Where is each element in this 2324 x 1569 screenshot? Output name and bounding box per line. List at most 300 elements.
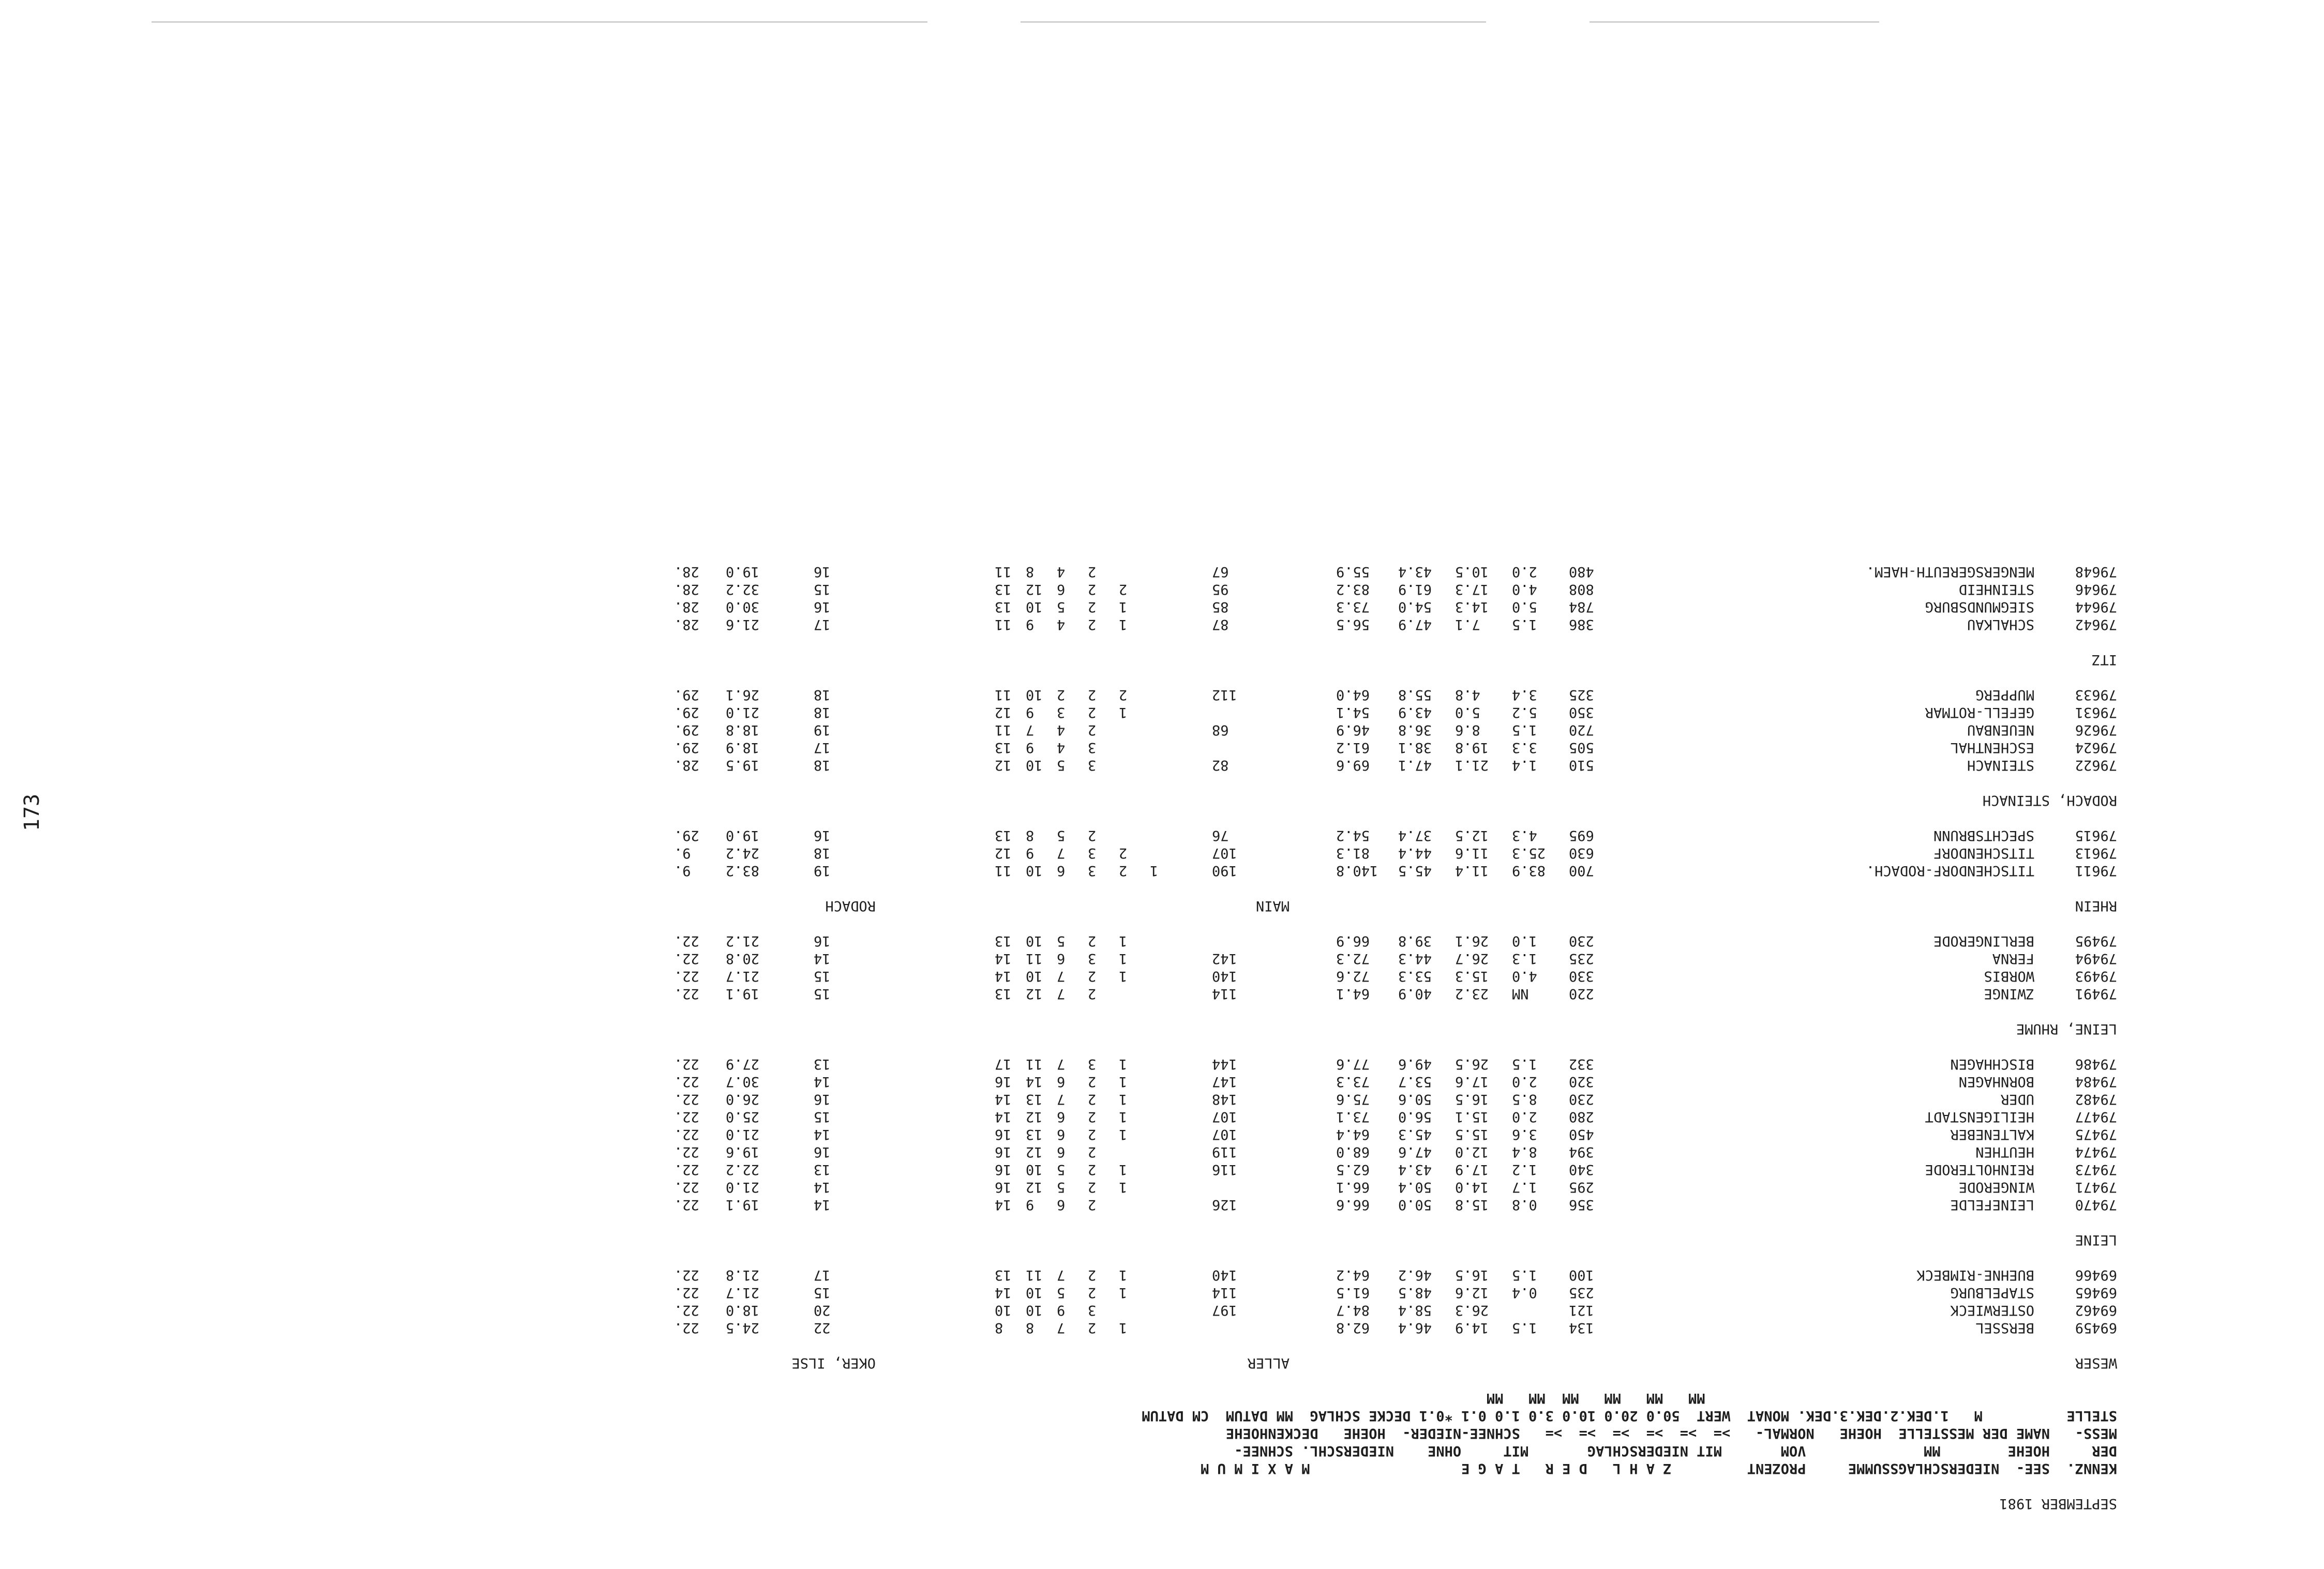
cell-g20	[1119, 738, 1150, 756]
cell-n	[1212, 1319, 1305, 1336]
cell-cd	[622, 615, 674, 633]
cell-cm: 22.	[674, 1197, 699, 1213]
cell-g3: 9	[1057, 1302, 1066, 1318]
cell-g10: 3	[1088, 845, 1097, 861]
cell-id: 79494	[2075, 951, 2117, 967]
cell-n: 114	[1212, 986, 1237, 1002]
cell-id: 79624	[2075, 740, 2117, 756]
cell-d1: 4.0	[1512, 968, 1537, 984]
cell-sd	[933, 1160, 964, 1178]
cell-g10: 2	[1088, 1197, 1097, 1213]
cell-id: 79484	[2075, 1074, 2117, 1090]
cell-d2: 7.1	[1455, 616, 1480, 632]
cell-mm: 17	[814, 740, 831, 756]
cell-g1: 10	[1026, 687, 1043, 703]
table-row	[203, 580, 2117, 598]
page-header: SEPTEMBER 1981	[1999, 1496, 2117, 1512]
cell-g20: 1	[1119, 1320, 1128, 1336]
cell-g01: 11	[995, 564, 1012, 580]
cell-g3: 4	[1057, 564, 1066, 580]
cell-g3: 5	[1057, 827, 1066, 843]
cell-d2: 17.6	[1455, 1074, 1489, 1090]
cell-n: 112	[1212, 687, 1237, 703]
cell-m: 73.3	[1336, 1074, 1370, 1090]
cell-s01	[964, 615, 995, 633]
cell-d3: 53.3	[1398, 968, 1432, 984]
cell-md: 21.2	[726, 933, 760, 949]
cell-g1: 10	[1026, 757, 1043, 773]
table-row	[203, 826, 2117, 844]
cell-m: 56.5	[1336, 616, 1370, 632]
cell-d1: 3.6	[1512, 1126, 1537, 1142]
cell-g3: 7	[1057, 1320, 1066, 1336]
cell-h: 720	[1569, 722, 1594, 738]
cell-mm: 13	[814, 1056, 831, 1072]
cell-s01	[964, 1301, 995, 1319]
cell-cd	[622, 1073, 674, 1090]
cell-name: BERLINGERODE	[1933, 933, 2034, 949]
cell-sd	[933, 1055, 964, 1073]
cell-id: 69466	[2075, 1267, 2117, 1283]
cell-mm: 15	[814, 581, 831, 597]
cell-s01	[964, 1319, 995, 1336]
table-row	[203, 844, 2117, 862]
cell-g01: 13	[995, 1267, 1012, 1283]
cell-sd	[933, 1196, 964, 1213]
cell-d3: 45.3	[1398, 1126, 1432, 1142]
cell-d2: 16.5	[1455, 1267, 1489, 1283]
cell-d2: 26.1	[1455, 933, 1489, 949]
cell-name: UDER	[2000, 1091, 2034, 1107]
cell-mm: 16	[814, 564, 831, 580]
cell-name: STAPELBURG	[1950, 1285, 2034, 1301]
cell-cd	[622, 563, 674, 580]
cell-m: 46.9	[1336, 722, 1370, 738]
cell-md: 26.0	[726, 1091, 760, 1107]
cell-h: 134	[1569, 1320, 1594, 1336]
cell-g10: 3	[1088, 1302, 1097, 1318]
cell-g01: 13	[995, 933, 1012, 949]
cell-g10: 2	[1088, 616, 1097, 632]
cell-d2: 17.3	[1455, 581, 1489, 597]
cell-d2: 14.3	[1455, 599, 1489, 615]
cell-d1: 2.0	[1512, 564, 1537, 580]
cell-g1: 13	[1026, 1126, 1043, 1142]
cell-h: 100	[1569, 1267, 1594, 1283]
cell-cm: 22.	[674, 968, 699, 984]
cell-g20	[1119, 756, 1150, 774]
cell-md: 30.7	[726, 1074, 760, 1090]
cell-d2: 12.0	[1455, 1144, 1489, 1160]
cell-sd	[933, 615, 964, 633]
cell-s01	[964, 985, 995, 1002]
cell-sd	[933, 1125, 964, 1143]
table-row	[203, 967, 2117, 985]
cell-d1: 1.0	[1512, 933, 1537, 949]
cell-d2: 11.6	[1455, 845, 1489, 861]
cell-mm: 15	[814, 1109, 831, 1125]
cell-name: SIEGMUNDSBURG	[1925, 599, 2034, 615]
cell-g1: 12	[1026, 581, 1043, 597]
cell-n: 95	[1212, 581, 1229, 597]
cell-d2: 11.4	[1455, 863, 1489, 879]
cell-d2: 12.5	[1455, 827, 1489, 843]
cell-md: 20.8	[726, 951, 760, 967]
section-label-line	[203, 791, 2117, 809]
cell-mm: 18	[814, 757, 831, 773]
cell-sd	[933, 1178, 964, 1196]
cell-d3: 44.3	[1398, 951, 1432, 967]
cell-s01	[964, 1125, 995, 1143]
cell-g1: 14	[1026, 1074, 1043, 1090]
cell-g20: 1	[1119, 951, 1128, 967]
cell-g01: 11	[995, 616, 1012, 632]
cell-g01: 12	[995, 757, 1012, 773]
table-row	[203, 1196, 2117, 1213]
cell-cm: 22.	[674, 951, 699, 967]
cell-cd	[622, 862, 674, 879]
cell-md: 22.2	[726, 1161, 760, 1178]
cell-id: 79611	[2075, 863, 2117, 879]
cell-g10: 2	[1088, 1179, 1097, 1195]
cell-md: 21.0	[726, 704, 760, 720]
cell-md: 26.1	[726, 687, 760, 703]
cell-g50	[1150, 1160, 1181, 1178]
section-label: RODACH	[825, 898, 876, 914]
table-row	[203, 985, 2117, 1002]
cell-d1: 8.5	[1512, 1091, 1537, 1107]
table-row	[203, 1055, 2117, 1073]
cell-d3: 47.6	[1398, 1144, 1432, 1160]
bottom-rule	[1590, 21, 1879, 23]
cell-g01: 16	[995, 1161, 1012, 1178]
cell-s01	[964, 967, 995, 985]
cell-d1: 1.3	[1512, 951, 1537, 967]
cell-name: ZWINGE	[1984, 986, 2034, 1002]
cell-g01: 12	[995, 845, 1012, 861]
cell-g10: 2	[1088, 704, 1097, 720]
cell-id: 79493	[2075, 968, 2117, 984]
cell-mm: 17	[814, 1267, 831, 1283]
cell-g1: 12	[1026, 1144, 1043, 1160]
cell-sd	[933, 1143, 964, 1160]
cell-g3: 7	[1057, 1267, 1066, 1283]
table-row	[203, 738, 2117, 756]
cell-cm: 29.	[674, 704, 699, 720]
cell-s01	[964, 686, 995, 703]
cell-d3: 50.4	[1398, 1179, 1432, 1195]
cell-g1: 10	[1026, 968, 1043, 984]
cell-g20	[1119, 563, 1150, 580]
cell-md: 19.5	[726, 757, 760, 773]
cell-g50	[1150, 615, 1181, 633]
cell-g1: 10	[1026, 1302, 1043, 1318]
cell-g1: 7	[1026, 722, 1034, 738]
cell-sd	[933, 932, 964, 949]
cell-m: 64.1	[1336, 986, 1370, 1002]
cell-g01: 14	[995, 951, 1012, 967]
cell-id: 79622	[2075, 757, 2117, 773]
cell-s01	[964, 1090, 995, 1108]
cell-g50	[1150, 1178, 1181, 1196]
cell-g3: 5	[1057, 757, 1066, 773]
cell-d3: 54.0	[1398, 599, 1432, 615]
cell-id: 79491	[2075, 986, 2117, 1002]
cell-sd	[933, 1073, 964, 1090]
cell-m: 83.2	[1336, 581, 1370, 597]
cell-cm: 22.	[674, 1285, 699, 1301]
bottom-rule	[152, 21, 927, 23]
table-row	[203, 598, 2117, 615]
cell-g3: 4	[1057, 740, 1066, 756]
cell-g20	[1119, 1301, 1150, 1319]
cell-g1: 11	[1026, 951, 1043, 967]
cell-s01	[964, 580, 995, 598]
cell-s01	[964, 738, 995, 756]
cell-h: 230	[1569, 1091, 1594, 1107]
cell-g1: 10	[1026, 933, 1043, 949]
cell-g3: 2	[1057, 687, 1066, 703]
cell-d1: 4.3	[1512, 827, 1537, 843]
cell-g01: 11	[995, 863, 1012, 879]
cell-s01	[964, 1160, 995, 1178]
cell-g20: 1	[1119, 1285, 1128, 1301]
cell-cd	[622, 703, 674, 721]
cell-g3: 6	[1057, 1074, 1066, 1090]
cell-d2: 26.7	[1455, 951, 1489, 967]
cell-m: 66.9	[1336, 933, 1370, 949]
cell-name: ESCHENTHAL	[1950, 740, 2034, 756]
cell-g1: 8	[1026, 827, 1034, 843]
cell-g3: 6	[1057, 951, 1066, 967]
cell-id: 79477	[2075, 1109, 2117, 1125]
cell-m: 61.2	[1336, 740, 1370, 756]
cell-g3: 5	[1057, 933, 1066, 949]
cell-mm: 14	[814, 1197, 831, 1213]
cell-n	[1212, 703, 1305, 721]
cell-name: WINGERODE	[1958, 1179, 2034, 1195]
cell-mm: 14	[814, 1179, 831, 1195]
cell-g20: 2	[1119, 687, 1128, 703]
cell-g10: 2	[1088, 599, 1097, 615]
cell-d2: 4.8	[1455, 687, 1480, 703]
cell-g10: 2	[1088, 986, 1097, 1002]
cell-id: 79648	[2075, 564, 2117, 580]
cell-g50	[1150, 1284, 1181, 1301]
cell-g01: 13	[995, 827, 1012, 843]
cell-g1: 12	[1026, 986, 1043, 1002]
cell-d3: 49.6	[1398, 1056, 1432, 1072]
cell-d1: 4.0	[1512, 581, 1537, 597]
cell-d3: 47.9	[1398, 616, 1432, 632]
cell-g20	[1119, 826, 1150, 844]
cell-md: 21.6	[726, 616, 760, 632]
cell-g50	[1150, 844, 1181, 862]
cell-h: 220	[1569, 986, 1594, 1002]
cell-name: TITSCHENDORF	[1933, 845, 2034, 861]
cell-d3: 50.0	[1398, 1197, 1432, 1213]
cell-mm: 14	[814, 1074, 831, 1090]
cell-cm: 28.	[674, 616, 699, 632]
cell-n: 76	[1212, 827, 1229, 843]
cell-d1: 1.2	[1512, 1161, 1537, 1178]
cell-h: 235	[1569, 1285, 1594, 1301]
cell-cd	[622, 1090, 674, 1108]
cell-m: 77.6	[1336, 1056, 1370, 1072]
cell-id: 79474	[2075, 1144, 2117, 1160]
cell-d2: 19.8	[1455, 740, 1489, 756]
cell-g3: 4	[1057, 616, 1066, 632]
cell-h: 330	[1569, 968, 1594, 984]
cell-cd	[622, 844, 674, 862]
table-row	[203, 1125, 2117, 1143]
cell-g01: 16	[995, 1074, 1012, 1090]
cell-cd	[622, 686, 674, 703]
cell-sd	[933, 862, 964, 879]
cell-g20: 1	[1119, 616, 1128, 632]
cell-md: 21.8	[726, 1267, 760, 1283]
cell-s01	[964, 1284, 995, 1301]
cell-g01: 14	[995, 1091, 1012, 1107]
cell-g20: 1	[1119, 599, 1128, 615]
cell-mm: 19	[814, 722, 831, 738]
cell-name: KALTENEBER	[1950, 1126, 2034, 1142]
cell-d2: 5.0	[1455, 704, 1480, 720]
cell-m: 68.0	[1336, 1144, 1370, 1160]
cell-g1: 9	[1026, 845, 1034, 861]
cell-d3: 55.8	[1398, 687, 1432, 703]
table-row	[203, 1319, 2117, 1336]
cell-name: OSTERWIECK	[1950, 1302, 2034, 1318]
cell-id: 79486	[2075, 1056, 2117, 1072]
cell-m: 64.0	[1336, 687, 1370, 703]
cell-mm: 18	[814, 704, 831, 720]
cell-g20: 1	[1119, 1267, 1128, 1283]
cell-g10: 2	[1088, 827, 1097, 843]
cell-g50	[1150, 1196, 1181, 1213]
cell-sd	[933, 1090, 964, 1108]
cell-id: 79482	[2075, 1091, 2117, 1107]
cell-s01	[964, 862, 995, 879]
cell-h: 695	[1569, 827, 1594, 843]
cell-cm: 22.	[674, 1161, 699, 1178]
cell-g1: 9	[1026, 740, 1034, 756]
cell-m: 73.1	[1336, 1109, 1370, 1125]
cell-g01: 11	[995, 722, 1012, 738]
cell-sd	[933, 756, 964, 774]
cell-h: 350	[1569, 704, 1594, 720]
cell-g10: 2	[1088, 1161, 1097, 1178]
cell-n: 67	[1212, 564, 1229, 580]
cell-id: 79633	[2075, 687, 2117, 703]
cell-n: 142	[1212, 951, 1237, 967]
cell-g50	[1150, 1125, 1181, 1143]
cell-h: 325	[1569, 687, 1594, 703]
cell-d1: NM	[1512, 986, 1529, 1002]
cell-n: 107	[1212, 845, 1237, 861]
cell-id: 79495	[2075, 933, 2117, 949]
cell-cd	[622, 1055, 674, 1073]
cell-md: 24.5	[726, 1320, 760, 1336]
cell-id: 79473	[2075, 1161, 2117, 1178]
cell-g1: 10	[1026, 1161, 1043, 1178]
cell-sd	[933, 949, 964, 967]
cell-g1: 12	[1026, 1179, 1043, 1195]
cell-g1: 9	[1026, 616, 1034, 632]
cell-cm: 22.	[674, 1302, 699, 1318]
cell-g1: 10	[1026, 863, 1043, 879]
cell-d3: 44.4	[1398, 845, 1432, 861]
cell-sd	[933, 721, 964, 738]
cell-d2: 14.0	[1455, 1179, 1489, 1195]
table-row	[203, 949, 2117, 967]
cell-d3: 46.2	[1398, 1267, 1432, 1283]
cell-cm: 22.	[674, 1074, 699, 1090]
cell-m: 75.6	[1336, 1091, 1370, 1107]
cell-h: 356	[1569, 1197, 1594, 1213]
cell-h: 784	[1569, 599, 1594, 615]
cell-name: WORBIS	[1984, 968, 2034, 984]
cell-g10: 3	[1088, 951, 1097, 967]
cell-s01	[964, 1266, 995, 1284]
cell-g3: 5	[1057, 1161, 1066, 1178]
cell-g01: 14	[995, 968, 1012, 984]
cell-name: STEINHEID	[1958, 581, 2034, 597]
cell-g10: 2	[1088, 933, 1097, 949]
page-number: 173	[20, 793, 44, 832]
cell-d1: 1.7	[1512, 1179, 1537, 1195]
cell-d1: 1.4	[1512, 757, 1537, 773]
cell-id: 79471	[2075, 1179, 2117, 1195]
cell-n: 147	[1212, 1074, 1237, 1090]
cell-mm: 15	[814, 1285, 831, 1301]
cell-g20: 1	[1119, 1126, 1128, 1142]
cell-g10: 2	[1088, 1074, 1097, 1090]
cell-s01	[964, 1055, 995, 1073]
header-line-1: KENNZ. SEE- NIEDERSCHLAGSSUMME PROZENT Z A H L D E R T A G E M A X I M U M	[1201, 1460, 2117, 1476]
cell-h: 394	[1569, 1144, 1594, 1160]
cell-m: 72.3	[1336, 951, 1370, 967]
section-label: ALLER	[1247, 1355, 1290, 1371]
cell-s01	[964, 721, 995, 738]
cell-s01	[964, 563, 995, 580]
cell-name: BUEHNE-RIMBECK	[1916, 1267, 2034, 1283]
cell-s01	[964, 1143, 995, 1160]
cell-name: HEUTHEN	[1975, 1144, 2034, 1160]
cell-d3: 48.5	[1398, 1285, 1432, 1301]
cell-cd	[622, 967, 674, 985]
cell-id: 79475	[2075, 1126, 2117, 1142]
section-label: RHEIN	[2075, 898, 2117, 914]
table-body	[203, 563, 2117, 1389]
cell-g20: 2	[1119, 845, 1128, 861]
cell-g01: 13	[995, 740, 1012, 756]
cell-name: MENGERSGEREUTH-HAEM.	[1866, 564, 2034, 580]
cell-d1: 8.4	[1512, 1144, 1537, 1160]
cell-g3: 6	[1057, 1197, 1066, 1213]
cell-md: 27.9	[726, 1056, 760, 1072]
cell-name: TITSCHENDORF-RODACH.	[1866, 863, 2034, 879]
cell-n: 68	[1212, 722, 1229, 738]
cell-s01	[964, 1196, 995, 1213]
cell-d3: 61.9	[1398, 581, 1432, 597]
cell-md: 30.0	[726, 599, 760, 615]
cell-g10: 2	[1088, 722, 1097, 738]
cell-n: 140	[1212, 1267, 1237, 1283]
cell-cd	[622, 1266, 674, 1284]
cell-m: 54.1	[1336, 704, 1370, 720]
cell-g01: 16	[995, 1144, 1012, 1160]
